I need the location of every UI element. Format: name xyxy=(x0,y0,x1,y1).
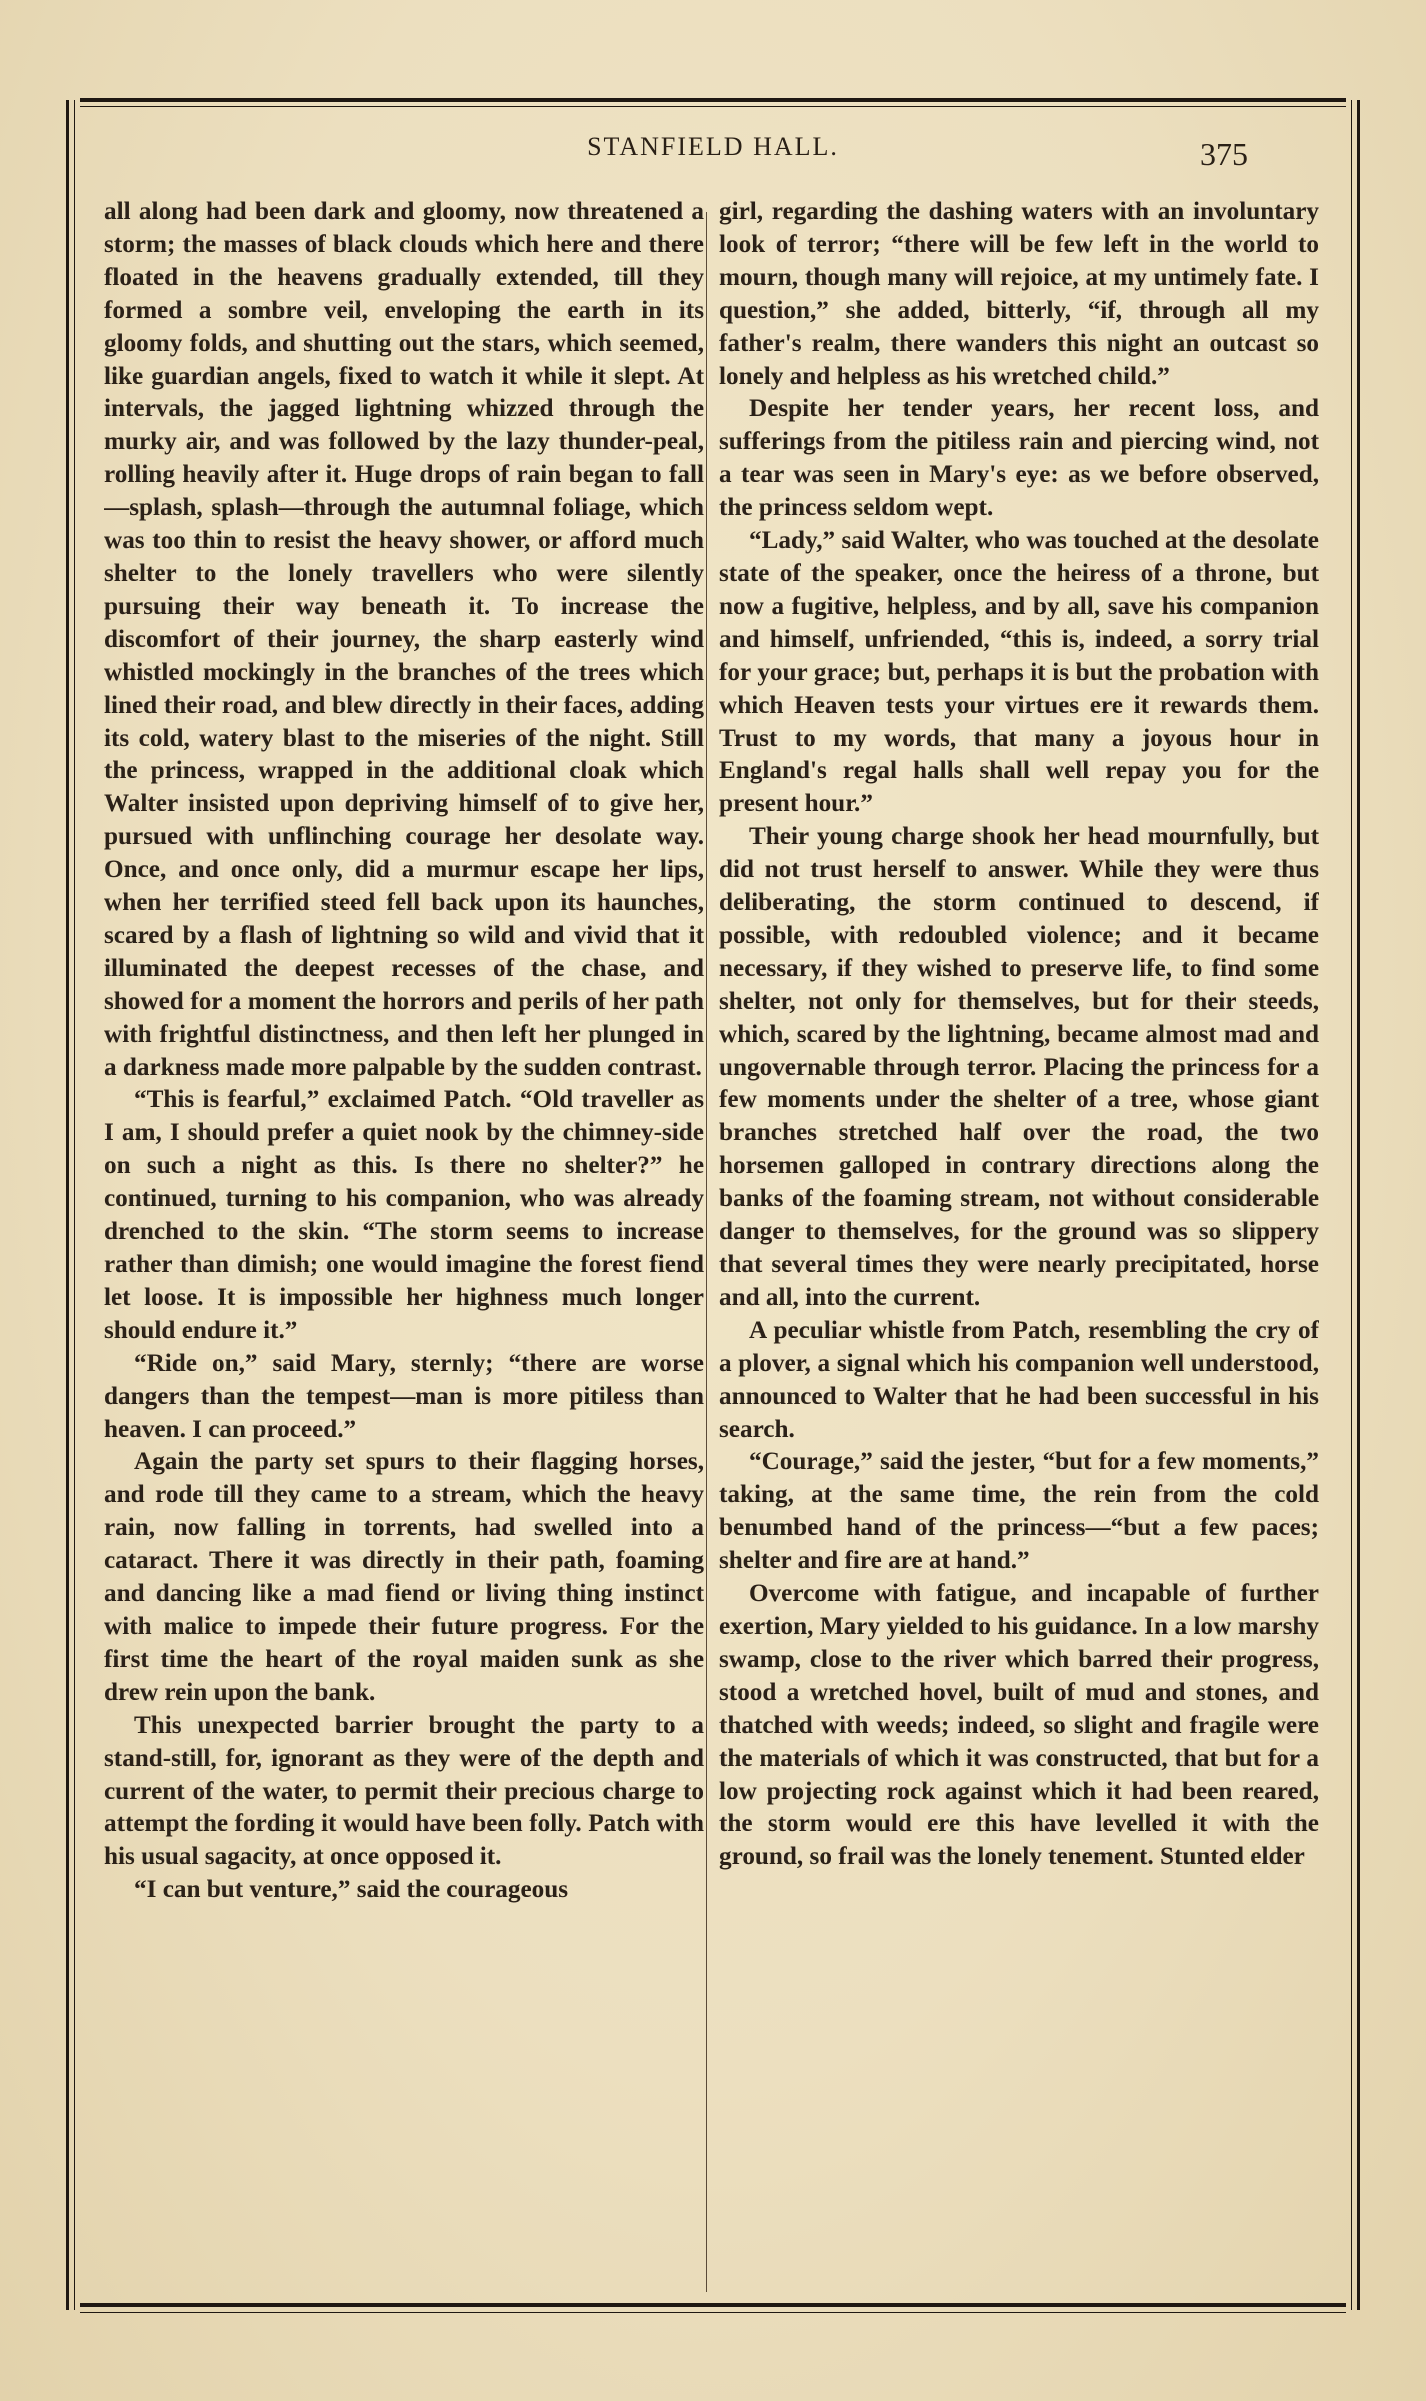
paragraph: Overcome with fatigue, and incapable of further exertion, Mary yielded to his guidance. In a low marshy swamp, close to the river which barred their progress, stood a wretched hovel, built of mud and stones, and thatched with weeds; indeed, so slight and fragile were the materials of which it was constructed, that but for a low projecting rock against which it had been reared, the storm would ere this have levelled it with the ground, so frail was the lonely tenement. Stunted elder xyxy=(719,1580,1319,1871)
right-border xyxy=(1357,100,1360,2310)
paragraph: “I can but venture,” said the courageous xyxy=(134,1876,569,1904)
bottom-rule-thin xyxy=(80,2312,1346,2313)
paragraph: “Courage,” said the jester, “but for a few moments,” taking, at the same time, the rein from the cold benumbed hand of the princess—“but a few paces; shelter and fire are at hand.” xyxy=(719,1448,1319,1575)
paragraph: Despite her tender years, her recent loss, and sufferings from the pitiless rain and piercing wind, not a tear was seen in Mary's eye: as we before observed, the princess seldom wept. xyxy=(719,395,1319,522)
paragraph: “Ride on,” said Mary, sternly; “there are worse dangers than the tempest—man is more pitiless than heaven. I can proceed.” xyxy=(104,1349,704,1443)
paragraph: Again the party set spurs to their flagging horses, and rode till they came to a stream, which the heavy rain, now falling in torrents, had swelled into a cataract. There it was directly in their path, foaming and dancing like a mad fiend or living thing instinct with malice to impede their future progress. For the first time the heart of the royal maiden sunk as she drew rein upon the bank. xyxy=(104,1448,704,1706)
column-divider xyxy=(706,212,707,2292)
running-head: STANFIELD HALL. xyxy=(587,132,839,161)
top-rule xyxy=(80,98,1346,102)
paragraph: “This is fearful,” exclaimed Patch. “Old traveller as I am, I should prefer a quiet nook by the chimney-side on such a night as this. Is there no shelter?” he continued, turning to his companion, who was already drenched to the skin. “The storm seems to increase rather than dimish; one would imagine the forest fiend let loose. It is impossible her highness much longer should endure it.” xyxy=(104,1086,704,1344)
right-column xyxy=(719,196,1319,2286)
paragraph: girl, regarding the dashing waters with an involuntary look of terror; “there will be few left in the world to mourn, though many will rejoice, at my untimely fate. I question,” she added, bitterly, “if, through all my father's realm, there wanders this night an outcast so lonely and helpless as his wretched child.” xyxy=(719,198,1319,390)
left-border xyxy=(66,100,69,2310)
paragraph: This unexpected barrier brought the party to a stand-still, for, ignorant as they were of the depth and current of the water, to permit their precious charge to attempt the fording it would have been folly. Patch with his usual sagacity, at once opposed it. xyxy=(104,1711,704,1871)
right-border-thin xyxy=(1351,100,1352,2310)
paragraph: “Lady,” said Walter, who was touched at the desolate state of the speaker, once the heiress of a throne, but now a fugitive, helpless, and by all, save his companion and himself, unfriended, “this is, indeed, a sorry trial for your grace; but, perhaps it is but the probation with which Heaven tests your virtues ere it rewards them. Trust to my words, that many a joyous hour in England's regal halls shall well repay you for the present hour.” xyxy=(719,527,1319,818)
bottom-rule xyxy=(80,2303,1346,2307)
paragraph: all along had been dark and gloomy, now threatened a storm; the masses of black clouds which here and there floated in the heavens gradually extended, till they formed a sombre veil, enveloping the earth in its gloomy folds, and shutting out the stars, which seemed, like guardian angels, fixed to watch it while it slept. At intervals, the jagged lightning whizzed through the murky air, and was followed by the lazy thunder-peal, rolling heavily after it. Huge drops of rain began to fall—splash, splash—through the autumnal foliage, which was too thin to resist the heavy shower, or afford much shelter to the lonely travellers who were silently pursuing their way beneath it. To increase the discomfort of their journey, the sharp easterly wind whistled mockingly in the branches of the trees which lined their road, and blew directly in their faces, adding its cold, watery blast to the miseries of the night. Still the princess, wrapped in the additional cloak which Walter insisted upon depriving himself of to give her, pursued with unflinching courage her desolate way. Once, and once only, did a murmur escape her lips, when her terrified steed fell back upon its haunches, scared by a flash of lightning so wild and vivid that it illuminated the deepest recesses of the chase, and showed for a moment the horrors and perils of her path with frightful distinctness, and then left her plunged in a darkness made more palpable by the sudden contrast. xyxy=(104,198,704,1081)
paragraph: A peculiar whistle from Patch, resembling the cry of a plover, a signal which his companion well understood, announced to Walter that he had been successful in his search. xyxy=(719,1316,1319,1443)
left-column xyxy=(104,196,704,2286)
top-rule-thin xyxy=(80,106,1346,107)
page-number: 375 xyxy=(1200,136,1248,172)
left-border-thin xyxy=(74,100,75,2310)
paragraph: Their young charge shook her head mournfully, but did not trust herself to answer. While they were thus deliberating, the storm continued to descend, if possible, with redoubled violence; and it became necessary, if they wished to preserve life, to find some shelter, not only for themselves, but for their steeds, which, scared by the lightning, became almost mad and ungovernable through terror. Placing the princess for a few moments under the shelter of a tree, whose giant branches stretched half over the road, the two horsemen galloped in contrary directions along the banks of the foaming stream, not without considerable danger to themselves, for the ground was so slippery that several times they were nearly precipitated, horse and all, into the current. xyxy=(719,823,1319,1311)
